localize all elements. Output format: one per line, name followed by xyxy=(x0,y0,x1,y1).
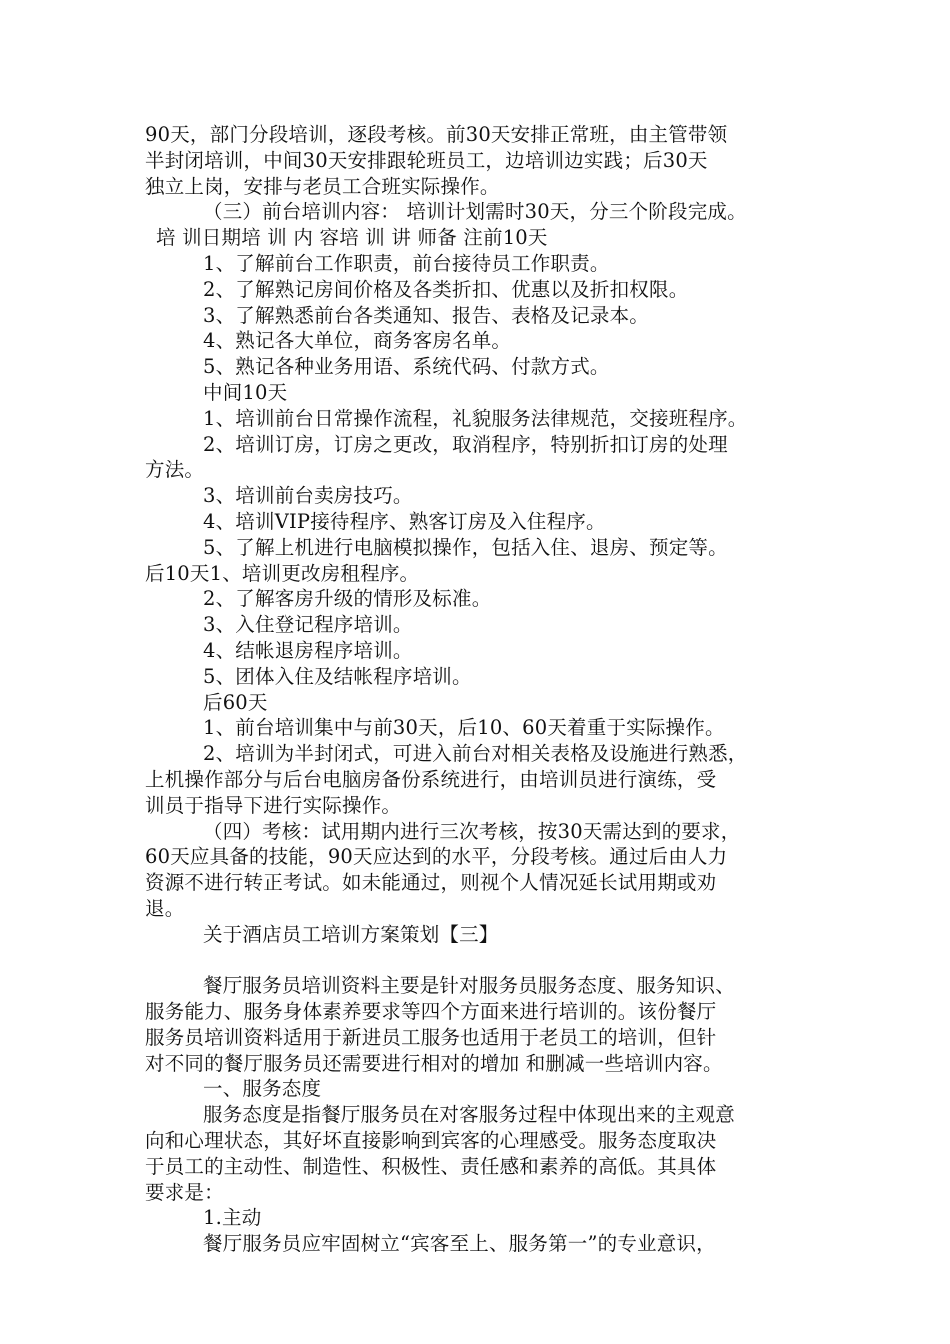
document-line: 服务态度是指餐厅服务员在对客服务过程中体现出来的主观意 xyxy=(203,1103,735,1127)
document-line: 4、熟记各大单位，商务客房名单。 xyxy=(203,329,512,353)
document-line: 5、熟记各种业务用语、系统代码、付款方式。 xyxy=(203,355,610,379)
document-line: 2、了解客房升级的情形及标准。 xyxy=(203,587,492,611)
document-line: 资源不进行转正考试。如未能通过，则视个人情况延长试用期或劝 xyxy=(145,871,717,895)
document-line: 一、服务态度 xyxy=(203,1077,322,1101)
document-line: 3、入住登记程序培训。 xyxy=(203,613,413,637)
document-line: 向和心理状态，其好坏直接影响到宾客的心理感受。服务态度取决 xyxy=(145,1129,717,1153)
document-line: 1、培训前台日常操作流程，礼貌服务法律规范，交接班程序。 xyxy=(203,406,748,430)
document-line: 4、培训VIP接待程序、熟客订房及入住程序。 xyxy=(203,509,606,533)
document-line: 1.主动 xyxy=(203,1206,262,1230)
document-line: 于员工的主动性、制造性、积极性、责任感和素养的高低。其具体 xyxy=(145,1154,717,1178)
document-line: 2、培训为半封闭式，可进入前台对相关表格及设施进行熟悉， xyxy=(203,742,748,766)
document-line: 上机操作部分与后台电脑房备份系统进行，由培训员进行演练，受 xyxy=(145,767,717,791)
document-line: 独立上岗，安排与老员工合班实际操作。 xyxy=(145,174,500,198)
document-line: 训员于指导下进行实际操作。 xyxy=(145,793,402,817)
document-line: 后10天1、培训更改房租程序。 xyxy=(145,561,420,585)
document-line: 中间10天 xyxy=(203,380,288,404)
document-line: 方法。 xyxy=(145,458,205,482)
document-line: 后60天 xyxy=(203,690,268,714)
document-line: 5、了解上机进行电脑模拟操作，包括入住、退房、预定等。 xyxy=(203,535,728,559)
document-line: 要求是： xyxy=(145,1180,224,1204)
document-line: 60天应具备的技能，90天应达到的水平，分段考核。通过后由人力 xyxy=(145,845,728,869)
document-line: 2、了解熟记房间价格及各类折扣、优惠以及折扣权限。 xyxy=(203,277,689,301)
document-line: 关于酒店员工培训方案策划【三】 xyxy=(203,922,499,946)
document-line: 90天，部门分段培训，逐段考核。前30天安排正常班，由主管带领 xyxy=(145,123,728,146)
document-line: 服务员培训资料适用于新进员工服务也适用于老员工的培训，但针 xyxy=(145,1025,717,1049)
document-line: 2、培训订房，订房之更改，取消程序，特别折扣订房的处理 xyxy=(203,432,728,456)
document-line: 餐厅服务员培训资料主要是针对服务员服务态度、服务知识、 xyxy=(203,974,735,998)
document-line xyxy=(145,948,810,974)
document-line: 对不同的餐厅服务员还需要进行相对的增加 和删减一些培训内容。 xyxy=(145,1051,723,1075)
document-line: 3、培训前台卖房技巧。 xyxy=(203,484,413,508)
document-line: 1、前台培训集中与前30天，后10、60天着重于实际操作。 xyxy=(203,716,725,740)
document-body xyxy=(145,122,810,1257)
document-line: 5、团体入住及结帐程序培训。 xyxy=(203,664,472,688)
document-line: 退。 xyxy=(145,896,185,920)
document-line: 3、了解熟悉前台各类通知、报告、表格及记录本。 xyxy=(203,303,650,327)
document-line: 1、了解前台工作职责，前台接待员工作职责。 xyxy=(203,251,610,275)
document-line: 4、结帐退房程序培训。 xyxy=(203,638,413,662)
document-line: 半封闭培训，中间30天安排跟轮班员工，边培训边实践；后30天 xyxy=(145,148,708,172)
document-line: 服务能力、服务身体素养要求等四个方面来进行培训的。该份餐厅 xyxy=(145,1000,717,1024)
document-line: 餐厅服务员应牢固树立“宾客至上、服务第一”的专业意识， xyxy=(203,1232,716,1256)
document-line: （三）前台培训内容： 培训计划需时30天，分三个阶段完成。 xyxy=(203,200,747,224)
document-line: 培 训日期培 训 内 容培 训 讲 师备 注前10天 xyxy=(156,226,548,250)
document-line: （四）考核：试用期内进行三次考核，按30天需达到的要求， xyxy=(203,819,741,843)
